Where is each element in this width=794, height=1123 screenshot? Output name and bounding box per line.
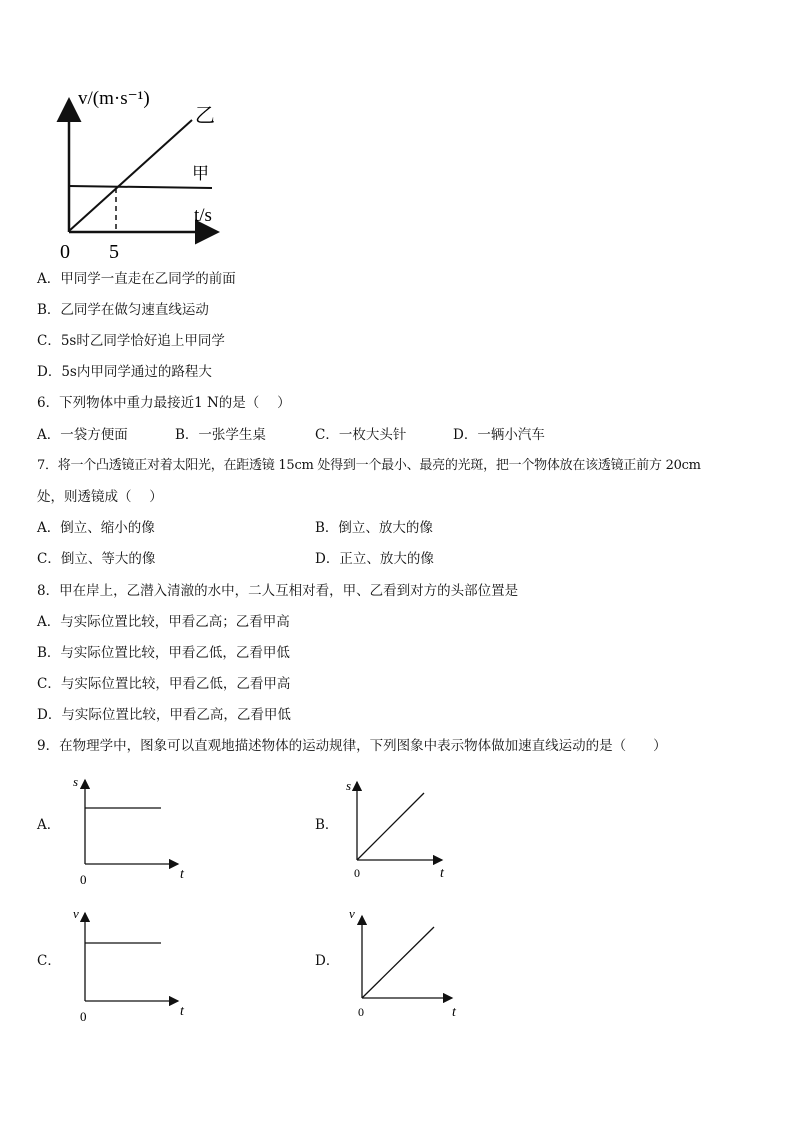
y-axis-label: v/(m·s⁻¹) (78, 88, 150, 109)
origin-label: 0 (60, 241, 70, 263)
q9-graph-d (340, 902, 470, 1022)
x-axis-label: t (452, 1005, 456, 1020)
y-axis-label: s (346, 778, 352, 793)
q5-option-d: D．5s内甲同学通过的路程大 (37, 364, 212, 380)
x-axis-label: t/s (194, 205, 212, 226)
q9-option-c-label: C． (37, 953, 61, 969)
x-axis-label: t (180, 1004, 184, 1019)
series-yi-line (69, 120, 192, 231)
q7-option-b: B．倒立、放大的像 (315, 520, 433, 536)
y-axis-label: v (349, 906, 355, 921)
q5-option-a: A．甲同学一直走在乙同学的前面 (37, 271, 236, 287)
q6-option-a: A．一袋方便面 (37, 427, 128, 443)
y-axis-label: s (73, 774, 79, 789)
q8-option-d: D．与实际位置比较，甲看乙高，乙看甲低 (37, 707, 291, 723)
q7-option-d: D．正立、放大的像 (315, 551, 434, 567)
q7-option-a: A．倒立、缩小的像 (37, 520, 155, 536)
origin-label: 0 (80, 1009, 87, 1024)
q9-option-a-label: A． (37, 817, 61, 833)
rising-line (357, 793, 424, 860)
q8-option-c: C．与实际位置比较，甲看乙低，乙看甲高 (37, 676, 291, 692)
q6-option-c: C．一枚大头针 (315, 427, 407, 443)
origin-label: 0 (80, 872, 87, 887)
q9-stem: 9．在物理学中，图象可以直观地描述物体的运动规律，下列图象中表示物体做加速直线运动的是（ ） (37, 738, 667, 754)
q6-stem: 6．下列物体中重力最接近1 N的是（ ） (37, 395, 291, 411)
q7-stem-line1: 7．将一个凸透镜正对着太阳光，在距透镜 15cm 处得到一个最小、最亮的光斑，把一个物体放在该透镜正前方 20cm (37, 458, 701, 473)
y-axis-label: v (73, 906, 79, 921)
q6-option-b: B．一张学生桌 (175, 427, 266, 443)
q9-graph-a (70, 772, 200, 887)
origin-label: 0 (358, 1005, 364, 1019)
q9-graph-c (70, 905, 200, 1025)
q8-option-a: A．与实际位置比较，甲看乙高；乙看甲高 (37, 614, 290, 630)
q9-option-b-label: B． (315, 817, 339, 833)
q7-stem-line2: 处，则透镜成（ ） (37, 489, 163, 505)
q8-stem: 8．甲在岸上，乙潜入清澈的水中，二人互相对看，甲、乙看到对方的头部位置是 (37, 583, 519, 599)
q7-option-c: C．倒立、等大的像 (37, 551, 156, 567)
x-axis-label: t (440, 866, 444, 881)
q5-option-b: B．乙同学在做匀速直线运动 (37, 302, 209, 318)
series-yi-label: 乙 (195, 105, 215, 127)
tick-5-label: 5 (109, 241, 119, 263)
series-jia-label: 甲 (192, 164, 209, 183)
vt-graph-figure (50, 80, 250, 270)
rising-line (362, 927, 434, 998)
q8-option-b: B．与实际位置比较，甲看乙低，乙看甲低 (37, 645, 290, 661)
series-jia-line (69, 186, 212, 188)
q5-option-c: C．5s时乙同学恰好追上甲同学 (37, 333, 225, 349)
q9-graph-b (340, 772, 470, 887)
q9-option-d-label: D． (315, 953, 340, 969)
origin-label: 0 (354, 866, 360, 880)
x-axis-label: t (180, 867, 184, 882)
q6-option-d: D．一辆小汽车 (453, 427, 545, 443)
